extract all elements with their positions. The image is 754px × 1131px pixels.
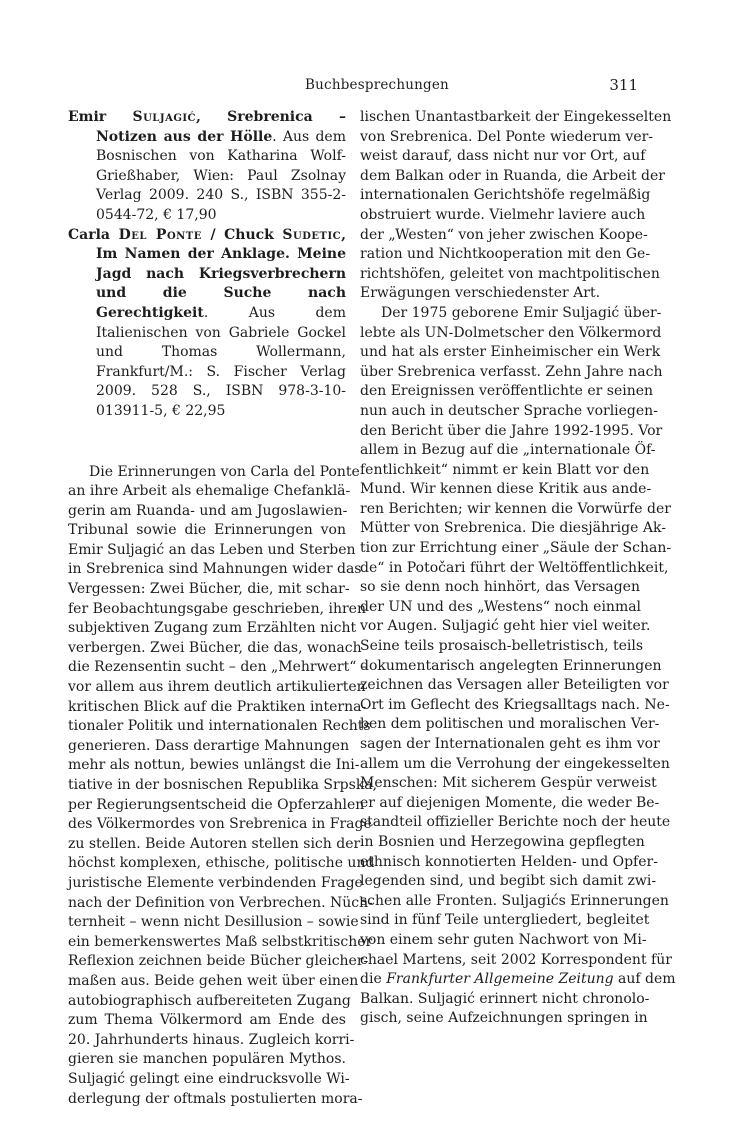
text-line: lischen Unantastbarkeit der Eingekesselten	[360, 109, 672, 125]
text-line: zum Thema Völkermord am Ende des	[68, 1012, 346, 1029]
book-title: Srebrenica – Notizen aus der Hölle	[96, 109, 346, 145]
review-paragraph	[68, 463, 378, 1110]
text-line: in Srebrenica sind Mahnungen wider das	[68, 561, 362, 578]
text-line: generieren. Dass derartige Mahnungen	[68, 737, 350, 754]
newspaper-title: Frankfurter Allgemeine Zeitung	[386, 971, 614, 988]
book-details: . Aus dem Italienischen von Gabriele Gockel und Thomas Wollermann, Frankfurt/M.: S. Fischer Verlag 2009. 528 S., ISBN 978-3-10-013911-5, € 22,95	[96, 304, 346, 419]
text-line: legenden sind, und begibt sich damit zwi-	[360, 873, 657, 890]
text-line: verbergen. Zwei Bücher, die das, wonach	[68, 639, 362, 656]
text-line: Seine teils prosaisch-belletristisch, teils	[360, 638, 644, 655]
text-line: fer Beobachtungsgabe geschrieben, ihren	[68, 600, 366, 617]
text-line: ternheit – wenn nicht Desillusion – sowie	[68, 914, 359, 931]
text-line: er auf diejenigen Momente, die weder Be-	[360, 794, 660, 811]
text-line: die Frankfurter Allgemeine Zeitung auf dem	[360, 971, 676, 988]
text-line: gieren sie manchen populären Mythos.	[68, 1051, 346, 1068]
text-line: des Völkermordes von Srebrenica in Frage	[68, 816, 372, 833]
text-line: de“ in Potočari führt der Weltöffentlichkeit,	[360, 559, 669, 576]
book-entry-del-ponte	[68, 226, 346, 422]
text-line: nun auch in deutscher Sprache vorliegen-	[360, 402, 658, 419]
text-line: über Srebrenica verfasst. Zehn Jahre nach	[360, 363, 663, 380]
text-line: obstruiert wurde. Vielmehr laviere auch	[360, 206, 646, 223]
text-line: ren Berichten; wir kennen die Vorwürfe der	[360, 500, 671, 517]
text-line: in Bosnien und Herzegowina gepflegten	[360, 833, 645, 850]
text-line: weist darauf, dass nicht nur vor Ort, auf	[360, 148, 646, 165]
text-line: Menschen: Mit sicherem Gespür verweist	[360, 775, 657, 792]
text-line: Vergessen: Zwei Bücher, die, mit schar-	[68, 581, 350, 598]
page-number: 311	[609, 76, 638, 94]
book-author: Carla Del Ponte / Chuck Sudetic,	[68, 226, 346, 243]
book-author: Emir Suljagić,	[68, 109, 228, 125]
text-line: Erwägungen verschiedenster Art.	[360, 285, 601, 302]
text-line: per Regierungsentscheid die Opferzahlen	[68, 796, 365, 813]
text-line: den Bericht über die Jahre 1992-1995. Vor	[360, 422, 663, 439]
text-line: dokumentarisch angelegten Erinnerungen	[360, 657, 662, 674]
text-line: ethnisch konnotierten Helden- und Opfer-	[360, 853, 658, 870]
text-line: gisch, seine Aufzeichnungen springen in	[360, 1010, 648, 1027]
text-line: zu stellen. Beide Autoren stellen sich der	[68, 835, 361, 852]
text-line: Emir Suljagić an das Leben und Sterben	[68, 541, 356, 558]
text-line: vor Augen. Suljagić geht hier viel weiter.	[360, 618, 651, 635]
text-line: ein bemerkenswertes Maß selbstkritischer	[68, 933, 373, 950]
text-line: sind in fünf Teile untergliedert, begleitet	[360, 912, 650, 929]
book-details: . Aus dem Bosnischen von Katharina Wolf-Grießhaber, Wien: Paul Zsolnay Verlag 2009. 240 S., ISBN 355-2-0544-72, € 17,90	[96, 128, 346, 223]
text-line: von einem sehr guten Nachwort von Mi-	[360, 931, 647, 948]
text-line: mehr als nottun, bewies unlängst die Ini-	[68, 757, 360, 774]
text-line: maßen aus. Beide gehen weit über einen	[68, 972, 359, 989]
text-line: chael Martens, seit 2002 Korrespondent für	[360, 951, 672, 968]
text-line: an ihre Arbeit als ehemalige Chefanklä-	[68, 483, 351, 500]
review-paragraph	[360, 304, 676, 1029]
text-line: sagen der Internationalen geht es ihm vor	[360, 736, 660, 752]
text-line: ration und Nichtkooperation mit den Ge-	[360, 246, 651, 263]
text-line: vor allem aus ihrem deutlich artikulierten	[68, 679, 366, 696]
text-line: den Ereignissen veröffentlichte er seinen	[360, 383, 654, 400]
text-line: schen alle Fronten. Suljagićs Erinnerungen	[360, 892, 669, 909]
text-line: so sie denn noch hinhört, das Versagen	[360, 579, 640, 596]
text-line: Mütter von Srebrenica. Die diesjährige Ak-	[360, 520, 666, 537]
text-line: autobiographisch aufbereiteten Zugang	[68, 992, 351, 1009]
text-line: höchst komplexen, ethische, politische und	[68, 855, 375, 872]
text-line: juristische Elemente verbindenden Frage	[68, 874, 363, 891]
text-line: tion zur Errichtung einer „Säule der Schan-	[360, 540, 672, 557]
running-header: Buchbesprechungen	[305, 77, 449, 93]
text-line: Suljagić gelingt eine eindrucksvolle Wi-	[68, 1070, 350, 1087]
text-line: nach der Definition von Verbrechen. Nüch-	[68, 894, 373, 911]
text-line: ben dem politischen und moralischen Ver-	[360, 716, 660, 733]
text-line: lebte als UN-Dolmetscher den Völkermord	[360, 324, 662, 341]
text-line: Die Erinnerungen von Carla del Ponte	[89, 463, 360, 480]
text-line: Reflexion zeichnen beide Bücher gleicher-	[68, 953, 369, 970]
text-line: fentlichkeit“ nimmt er kein Blatt vor den	[360, 461, 650, 478]
text-line: gerin am Ruanda- und am Jugoslawien-	[68, 502, 348, 519]
text-line: standteil offizieller Berichte noch der heute	[360, 814, 671, 831]
text-line: Ort im Geflecht des Kriegsalltags nach. Ne-	[360, 696, 670, 713]
text-line: zeichnen das Versagen aller Beteiligten vor	[360, 677, 669, 694]
book-title: Im Namen der Anklage. Meine Jagd nach Kriegsverbrechern und die Suche nach Gerechtigkeit	[96, 246, 346, 321]
left-column	[68, 108, 378, 1109]
text-line: Balkan. Suljagić erinnert nicht chronolo-	[360, 990, 650, 1007]
book-entry-suljagic	[68, 108, 346, 226]
text-line: Tribunal sowie die Erinnerungen von	[68, 522, 346, 539]
text-line: kritischen Blick auf die Praktiken interna-	[68, 698, 367, 715]
text-line: subjektiven Zugang zum Erzählten nicht	[68, 620, 357, 637]
text-line: allem um die Verrohung der eingekesselten	[360, 755, 670, 772]
text-line: dem Balkan oder in Ruanda, die Arbeit der	[360, 167, 665, 184]
text-line: und hat als erster Einheimischer ein Werk	[360, 344, 661, 361]
text-line: tiative in der bosnischen Republika Srpska,	[68, 777, 378, 793]
text-line: richtshöfen, geleitet von machtpolitischen	[360, 265, 660, 282]
text-line: der UN und des „Westens“ noch einmal	[360, 598, 642, 615]
text-line: 20. Jahrhunderts hinaus. Zugleich korri-	[68, 1031, 355, 1048]
text-line: Der 1975 geborene Emir Suljagić über-	[381, 304, 662, 321]
text-line: der „Westen“ von jeher zwischen Koope-	[360, 226, 648, 243]
text-line: derlegung der oftmals postulierten mora-	[68, 1090, 363, 1107]
text-line: von Srebrenica. Del Ponte wiederum ver-	[360, 128, 654, 145]
right-column	[360, 108, 676, 1029]
text-line: internationalen Gerichtshöfe regelmäßig	[360, 187, 651, 204]
text-line: die Rezensentin sucht – den „Mehrwert“ –	[68, 659, 368, 676]
review-paragraph	[360, 108, 672, 304]
text-line: tionaler Politik und internationalen Rechts	[68, 718, 371, 735]
text-line: Mund. Wir kennen diese Kritik aus ande-	[360, 481, 652, 498]
text-line: allem in Bezug auf die „internationale Öf-	[360, 442, 656, 459]
